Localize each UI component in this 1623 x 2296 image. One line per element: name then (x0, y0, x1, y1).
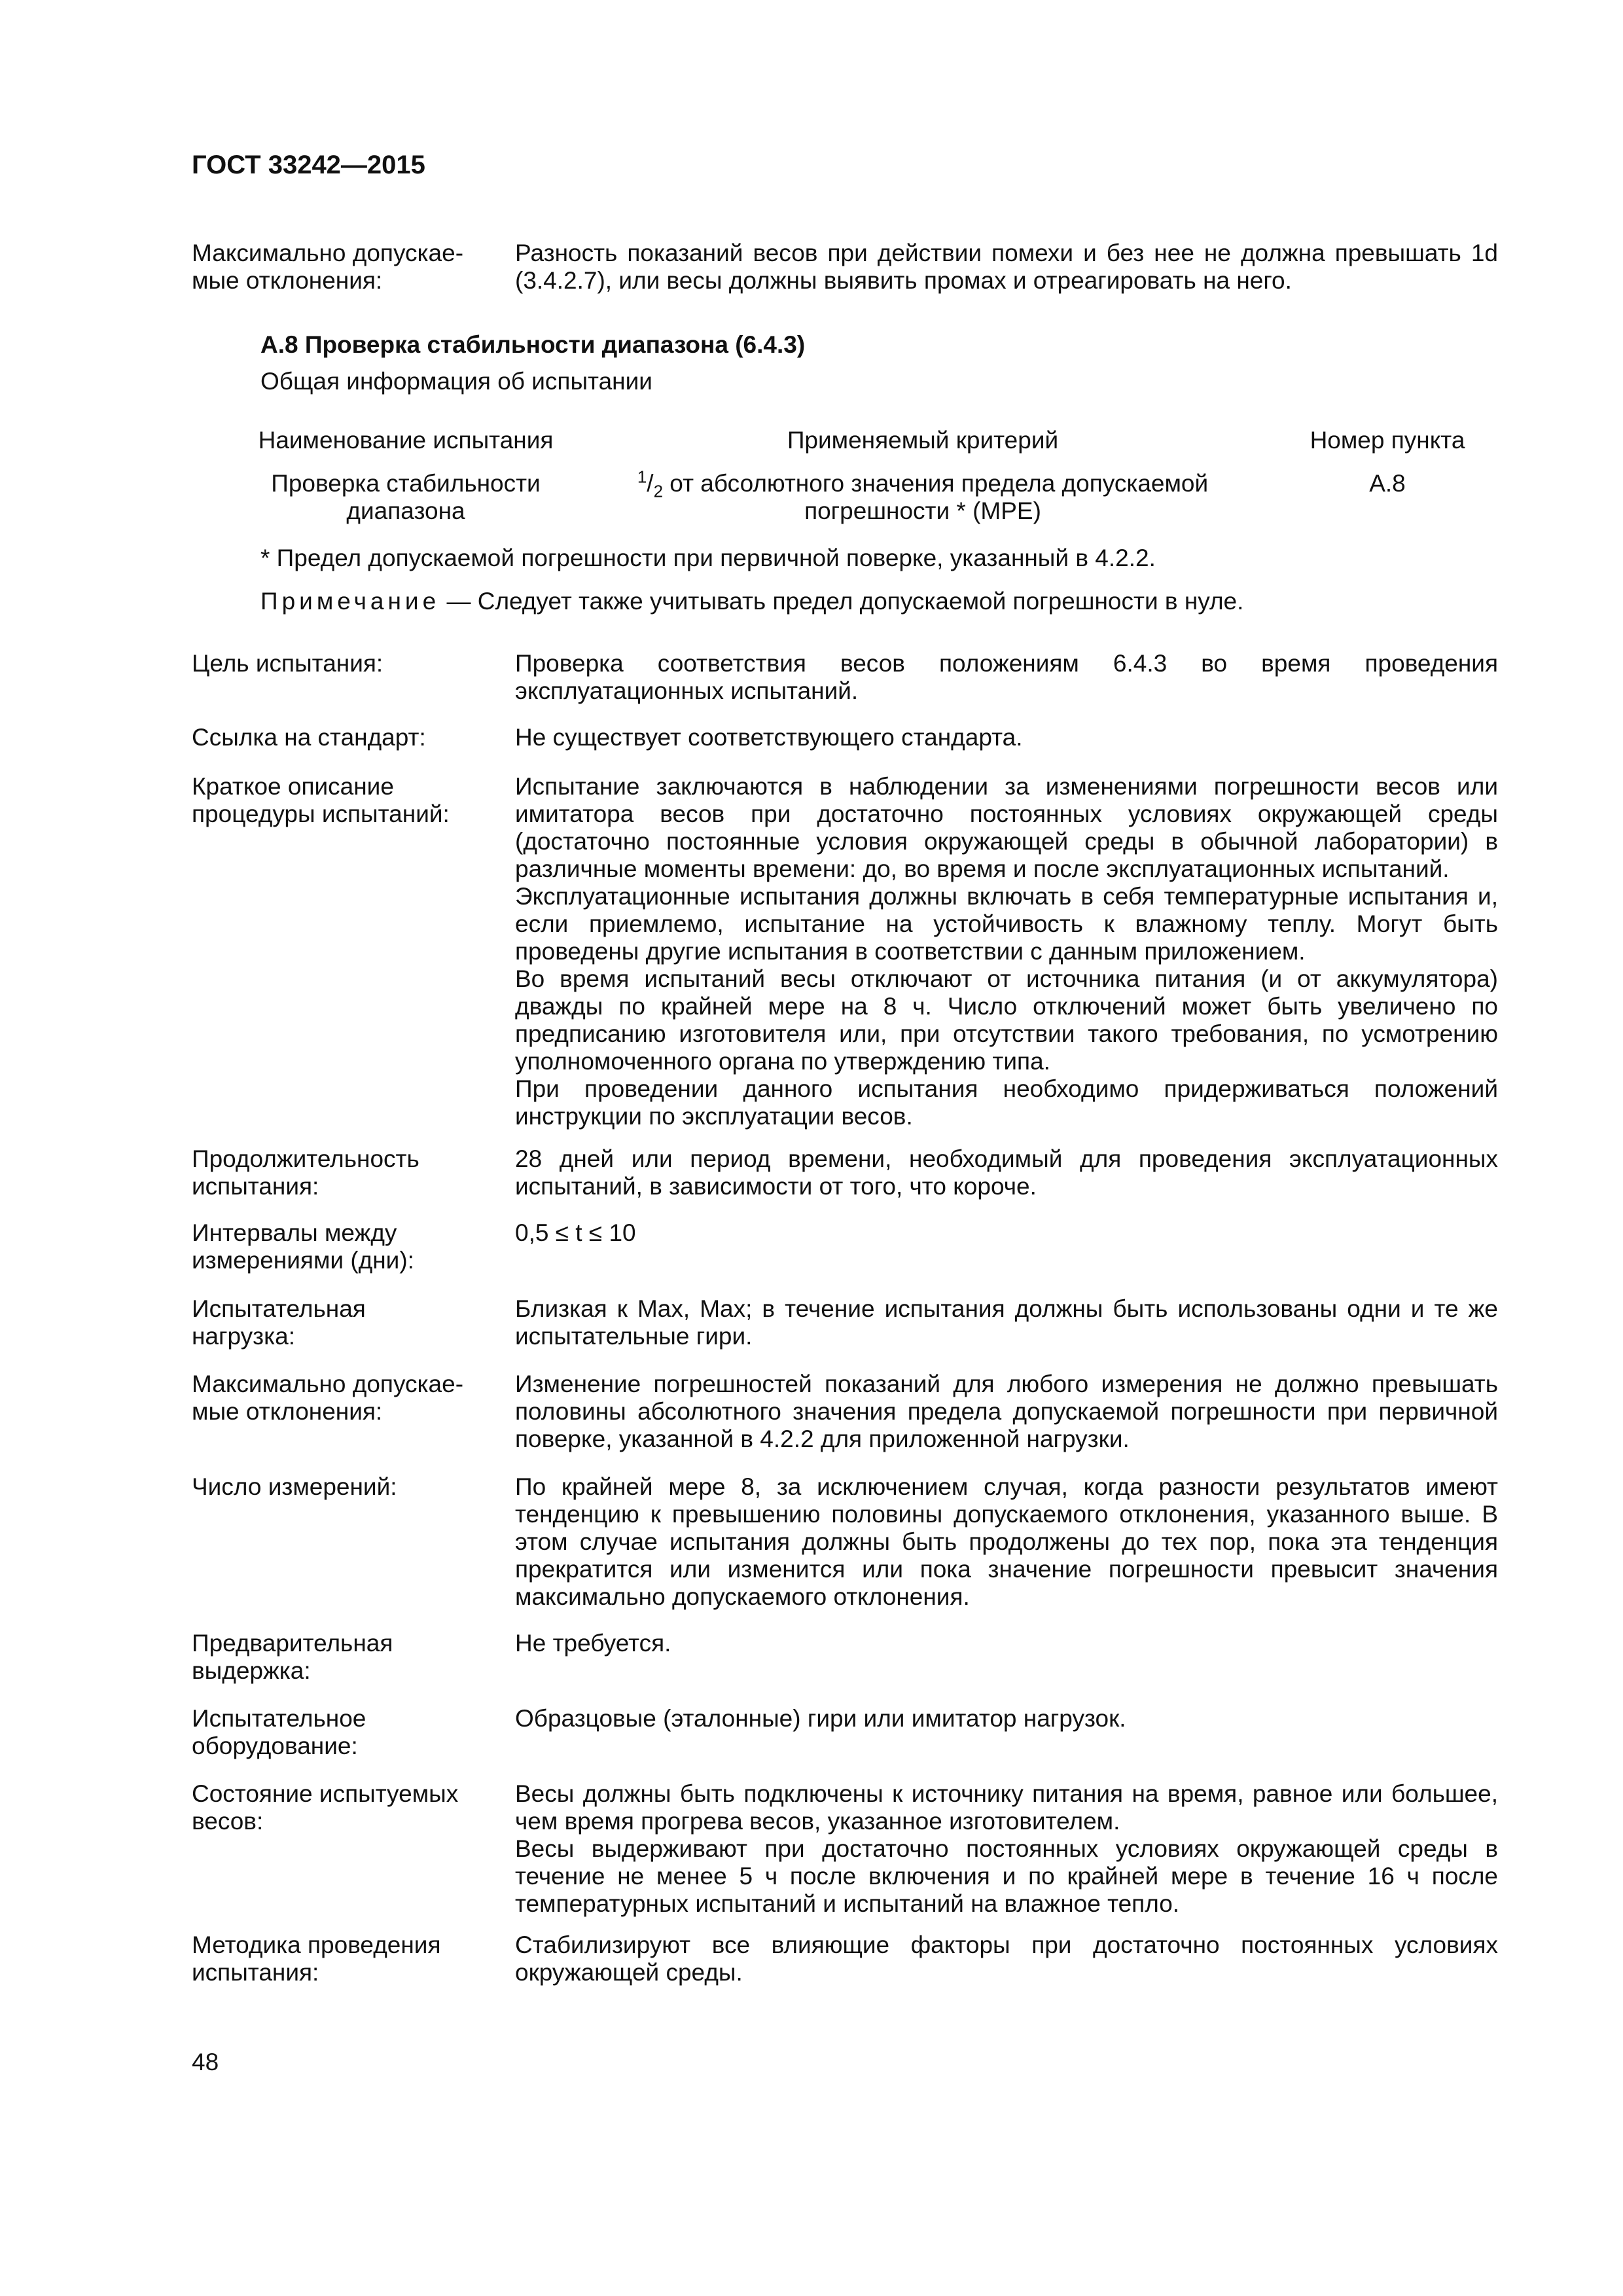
row-value: Близкая к Max, Max; в течение испытания должны быть использованы одни и те же испытательные гири. (515, 1295, 1498, 1350)
footnote: * Предел допускаемой погрешности при первичной поверке, указанный в 4.2.2. (260, 545, 1156, 571)
table-header-clause: Номер пункта (1310, 427, 1465, 454)
row-label: Испытательное оборудование: (192, 1705, 366, 1759)
row-label: Испытательная нагрузка: (192, 1295, 366, 1350)
table-cell-clause: А.8 (1369, 470, 1406, 497)
row-value: Проверка соответствия весов положениям 6.4.3 во время проведения эксплуатационных испытаний. (515, 650, 1498, 704)
table-cell-name-line: Проверка стабильности (271, 470, 541, 497)
table-header-name: Наименование испытания (258, 427, 554, 454)
row-label: Краткое описание процедуры испытаний: (192, 773, 450, 827)
row-value: Не существует соответствующего стандарта. (515, 724, 1023, 751)
row-value: 28 дней или период времени, необходимый для проведения эксплуатационных испытаний, в зависимости от того, что короче. (515, 1145, 1498, 1200)
document-header: ГОСТ 33242—2015 (192, 151, 425, 179)
note (260, 588, 1243, 615)
row-label: Продолжительность испытания: (192, 1145, 419, 1200)
table-cell-criterion: $^1/_2$ от абсолютного значения предела допускаемой погрешности * (МРЕ) (615, 470, 1230, 525)
row-label: Максимально допускае- мые отклонения: (192, 1371, 464, 1425)
fraction-denominator: 2 (653, 481, 664, 501)
row-label: Состояние испытуемых весов: (192, 1780, 459, 1835)
row-value: Образцовые (эталонные) гири или имитатор нагрузок. (515, 1705, 1126, 1732)
table-cell-name (223, 470, 589, 525)
fraction-numerator: 1 (637, 467, 647, 487)
row-value: Изменение погрешностей показаний для любого измерения не должно превышать половины абсолютного значения предела допускаемой погрешности при первичной поверке, указанной в 4.2.2 для приложенной нагрузки. (515, 1371, 1498, 1452)
row-value: Не требуется. (515, 1630, 671, 1657)
row-label: Число измерений: (192, 1473, 397, 1500)
row-value: Стабилизируют все влияющие факторы при достаточно постоянных условиях окружающей среды. (515, 1931, 1498, 1986)
row-value: По крайней мере 8, за исключением случая, когда разности результатов имеют тенденцию к превышению половины допускаемого отклонения, указанного выше. В этом случае испытания должны быть продолжены до тех пор, пока эта тенденция прекратится или изменится или пока значение погрешности превысит значения максимально допускаемого отклонения. (515, 1473, 1498, 1610)
row-value: Весы должны быть подключены к источнику питания на время, равное или большее, чем время прогрева весов, указанное изготовителем. Весы выдерживают при достаточно постоянных условиях окружающей среды в течение не менее 5 ч после включения и по крайней мере в течение 16 ч после температурных испытаний и испытаний на влажное тепло. (515, 1780, 1498, 1917)
table-cell-name-line: диапазона (346, 497, 465, 524)
section-subtitle: Общая информация об испытании (260, 368, 652, 395)
table-header-criterion: Применяемый критерий (787, 427, 1059, 454)
row-value: Испытание заключаются в наблюдении за изменениями погрешности весов или имитатора весов при достаточно постоянных условиях окружающей среды (достаточно постоянные условия окружающей среды в обычной лаборатории) в различные моменты времени: до, во время и после эксплуатационных испытаний. Эксплуатационные испытания должны включать в себя температурные испытания и, если приемлемо, испытание на устойчивость к влажному теплу. Могут быть проведены другие испытания в соответствии с данным приложением. Во время испытаний весы отключают от источника питания (и от аккумулятора) дважды по крайней мере на 8 ч. Число отключений может быть увеличено по предписанию изготовителя или, при отсутствии такого требования, по усмотрению уполномоченного органа по утверждению типа. При проведении данного испытания необходимо придерживаться положений инструкции по эксплуатации весов. (515, 773, 1498, 1130)
section-title: А.8 Проверка стабильности диапазона (6.4.3) (260, 331, 806, 358)
row-label: Методика проведения испытания: (192, 1931, 441, 1986)
row-value: 0,5 ≤ t ≤ 10 (515, 1219, 636, 1246)
row-value: Разность показаний весов при действии помехи и без нее не должна превышать 1d (3.4.2.7), или весы должны выявить промах и отреагировать на него. (515, 240, 1498, 294)
criterion-text: от абсолютного значения предела допускаемой (663, 470, 1209, 497)
note-label: Примечание (260, 588, 440, 615)
page-number: 48 (192, 2049, 219, 2075)
row-label: Цель испытания: (192, 650, 383, 677)
row-label: Максимально допускае- мые отклонения: (192, 240, 464, 294)
top-row (192, 240, 1498, 298)
row-label: Предварительная выдержка: (192, 1630, 393, 1684)
criterion-text-line2: погрешности * (МРЕ) (804, 497, 1041, 524)
row-label: Интервалы между измерениями (дни): (192, 1219, 414, 1274)
note-text: — Следует также учитывать предел допускаемой погрешности в нуле. (440, 588, 1244, 615)
row-label: Ссылка на стандарт: (192, 724, 426, 751)
